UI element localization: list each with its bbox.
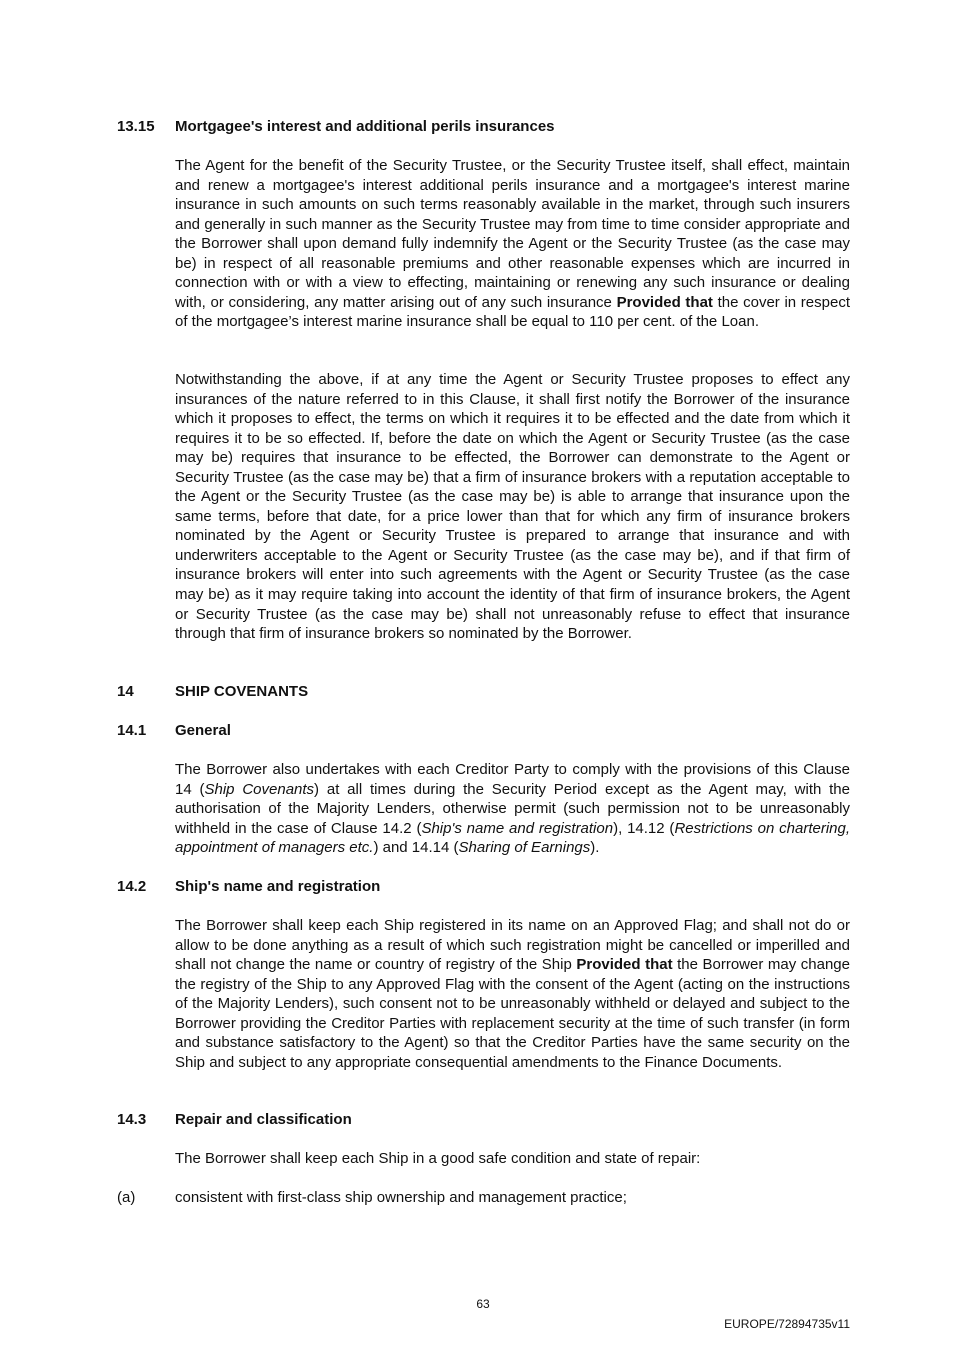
list-item-label: (a) <box>117 1189 136 1206</box>
section-title: General <box>175 722 231 739</box>
document-reference: EUROPE/72894735v11 <box>724 1317 850 1331</box>
paragraph-13-15-1: The Agent for the benefit of the Security Trustee, or the Security Trustee itself, shall effect, maintain and renew a mortgagee's interest additional perils insurance and a mortgagee's interest marine insurance in such amounts on such terms reasonably available in the market, through such insurers and generally in such manner as the Security Trustee may from time to time consider appropriate and the Borrower shall upon demand fully indemnify the Agent or the Security Trustee (as the case may be) in respect of all reasonable premiums and other reasonable expenses which are incurred in connection with or with a view to effecting, maintaining or renewing any such insurance or dealing with, or considering, any matter arising out of any such insurance Provided that the cover in respect of the mortgagee’s interest marine insurance shall be equal to 110 per cent. of the Loan. <box>175 157 850 331</box>
list-item-text: consistent with first-class ship ownership and management practice; <box>175 1189 627 1206</box>
section-title: Ship's name and registration <box>175 878 381 895</box>
paragraph-14-2: The Borrower shall keep each Ship registered in its name on an Approved Flag; and shall not do or allow to be done anything as a result of which such registration might be cancelled or imperilled and shall not change the name or country of registry of the Ship Provided that the Borrower may change the registry of the Ship to any Approved Flag with the consent of the Agent (acting on the instructions of the Majority Lenders), such consent not to be unreasonably withheld or delayed and subject to the Borrower providing the Creditor Parties with replacement security at the time of such transfer (in form and substance satisfactory to the Agent) so that the Creditor Parties have the same security on the Ship and subject to any appropriate consequential amendments to the Finance Documents. <box>175 917 850 1071</box>
section-heading-14-1 <box>117 721 231 740</box>
page-number: 63 <box>476 1297 490 1311</box>
section-number: 14.1 <box>117 722 147 739</box>
paragraph-14-1: The Borrower also undertakes with each Creditor Party to comply with the provisions of this Clause 14 (Ship Covenants) at all times during the Security Period except as the Agent may, with the authorisation of the Majority Lenders, otherwise permit (such permission not to be unreasonably withheld in the case of Clause 14.2 (Ship's name and registration), 14.12 (Restrictions on chartering, appointment of managers etc.) and 14.14 (Sharing of Earnings). <box>175 761 851 857</box>
section-number: 14.3 <box>117 1111 147 1128</box>
section-title: Mortgagee's interest and additional perils insurances <box>175 118 555 135</box>
section-heading-14-2 <box>117 877 380 896</box>
section-title: SHIP COVENANTS <box>175 683 309 700</box>
paragraph-13-15-2: Notwithstanding the above, if at any time the Agent or Security Trustee proposes to effect any insurances of the nature referred to in this Clause, it shall first notify the Borrower of the insurance which it proposes to effect, the terms on which it requires it to be effected and the date from which it requires it to be so effected. If, before the date on which the Agent or Security Trustee (as the case may be) requires that insurance to be effected, the Borrower can demonstrate to the Agent or Security Trustee (as the case may be) that a firm of insurance brokers with a reputation acceptable to the Agent or the Security Trustee (as the case may be) is able to arrange that insurance upon the same terms, before that date, for a price lower than that for which any firm of insurance brokers nominated by the Agent or Security Trustee is prepared to arrange that insurance and with underwriters acceptable to the Agent or Security Trustee (as the case may be), and if that firm of insurance brokers will enter into such agreements with the Agent or Security Trustee (as the case may be) as it may require taking into account the identity of that firm of insurance brokers, the Agent or Security Trustee (as the case may be) shall not unreasonably refuse to effect that insurance through that firm of insurance brokers so nominated by the Borrower. <box>175 371 850 643</box>
paragraph-14-3-intro: The Borrower shall keep each Ship in a good safe condition and state of repair: <box>175 1150 701 1167</box>
section-heading-13-15 <box>117 117 555 136</box>
section-number: 14.2 <box>117 878 147 895</box>
section-heading-14-3 <box>117 1110 352 1129</box>
section-number: 14 <box>117 683 134 700</box>
section-number: 13.15 <box>117 118 155 135</box>
section-title: Repair and classification <box>175 1111 352 1128</box>
section-heading-14 <box>117 682 308 701</box>
